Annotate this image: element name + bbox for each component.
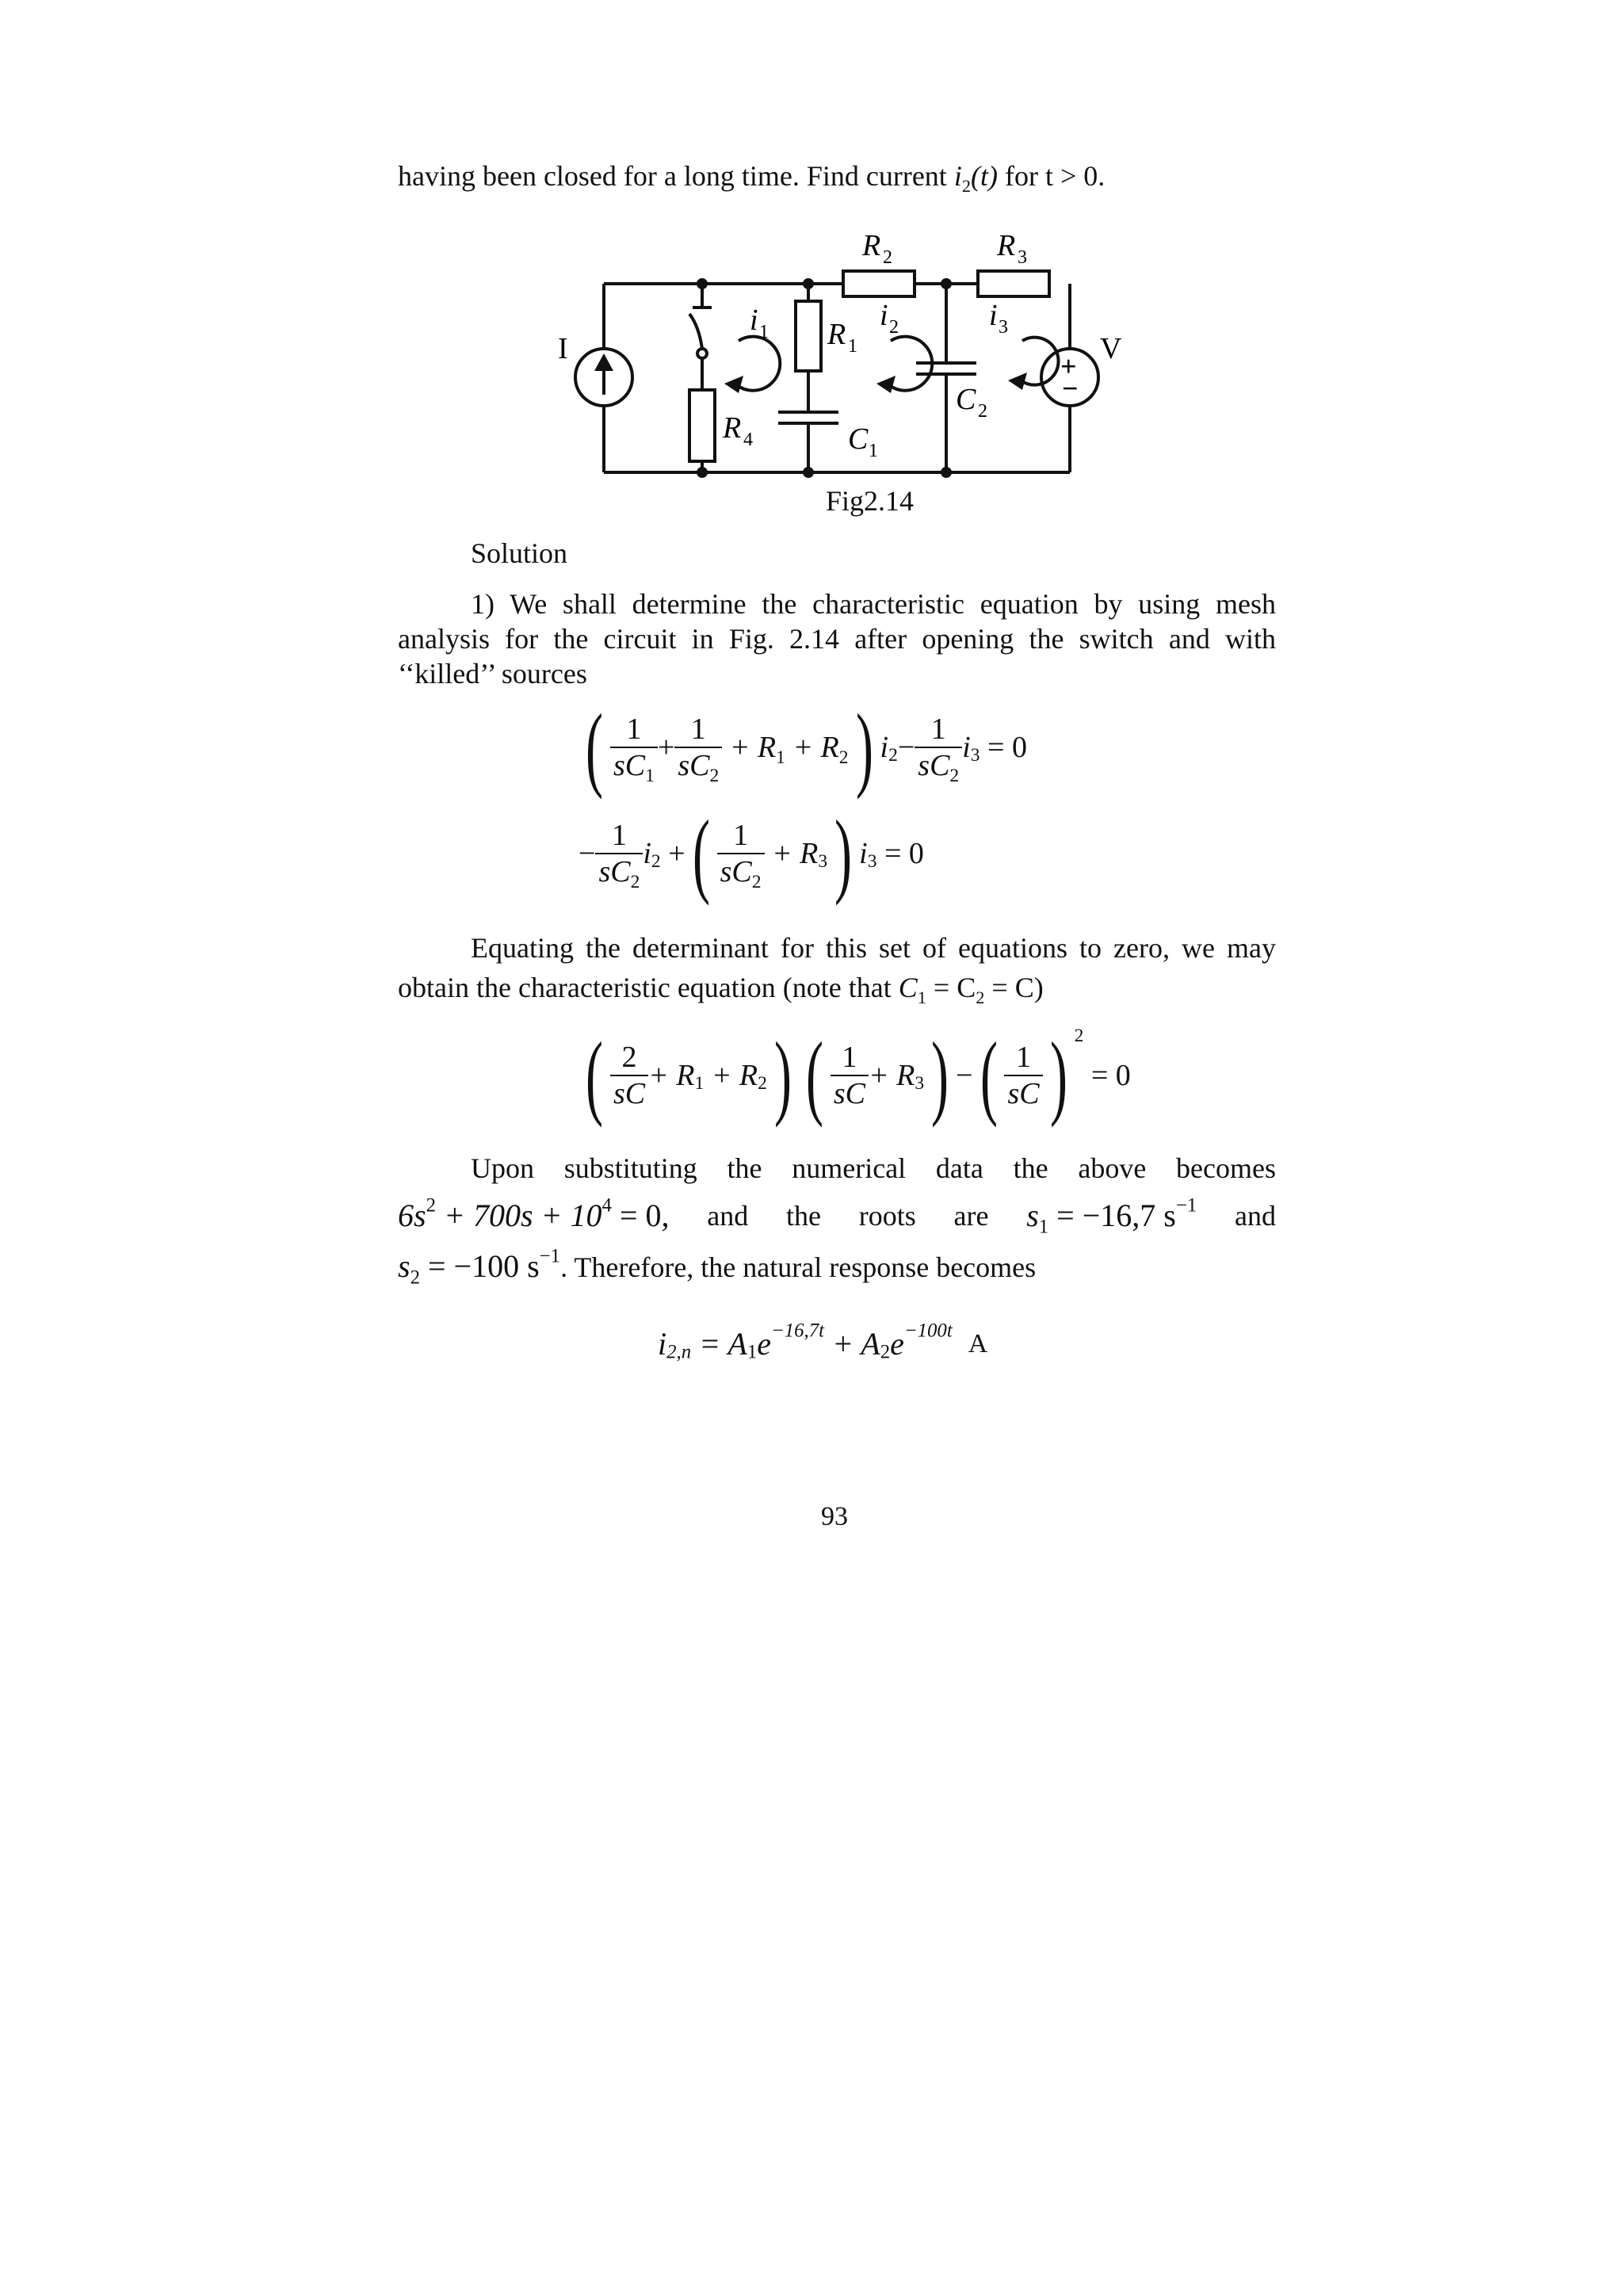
label-i2-sub: 2 bbox=[889, 317, 899, 338]
eq3-rparen-2: ) bbox=[931, 1022, 949, 1128]
intro-var-sub: 2 bbox=[961, 175, 971, 196]
figure-caption: Fig2.14 bbox=[826, 485, 915, 517]
eq2-lparen: ( bbox=[692, 800, 710, 906]
root-s1: $s_1 = -16,7$ $s^{-1}$ bbox=[1026, 1194, 1197, 1238]
label-R1-sub: 1 bbox=[848, 336, 857, 357]
label-C1-sub: 1 bbox=[869, 441, 878, 461]
paragraph-1 bbox=[398, 586, 1276, 691]
eq1-frac-1: $\frac{1}{sC_1}$ bbox=[610, 712, 658, 783]
label-i2: i bbox=[880, 299, 888, 332]
eq2-plus: + bbox=[668, 837, 685, 870]
label-R3-sub: 3 bbox=[1018, 247, 1027, 268]
page-number: 93 bbox=[821, 1502, 848, 1531]
label-source-I: I bbox=[558, 332, 568, 365]
eq1-r-terms: + $R_1 + R_2$ bbox=[729, 731, 849, 769]
eq3-frac-2: $\frac{1}{sC}$ bbox=[831, 1040, 869, 1111]
label-C1: C bbox=[848, 422, 869, 456]
eq1-frac-3: $\frac{1}{sC_2}$ bbox=[915, 712, 962, 783]
eq2-i3: i bbox=[859, 837, 868, 870]
eq1-minus: − bbox=[897, 731, 915, 764]
paragraph-2-line-1: Equating the determinant for this set of equations to zero, we may bbox=[471, 932, 1276, 964]
paragraph-3-line-1: Upon substituting the numerical data the above becomes bbox=[471, 1152, 1276, 1184]
intro-arg: (t) bbox=[970, 160, 998, 192]
label-minus: − bbox=[1062, 372, 1079, 404]
paragraph-2-line-2: obtain the characteristic equation (note that $C_1 = C_2 = C$) bbox=[398, 972, 1044, 1007]
eq2-r3: + R bbox=[772, 837, 819, 870]
intro-line bbox=[398, 159, 1349, 196]
eq2-minus: − bbox=[579, 837, 596, 870]
eq2-rparen: ) bbox=[834, 800, 853, 906]
eq1-frac-2: $\frac{1}{sC_2}$ bbox=[674, 712, 722, 783]
eq3-frac-3: $\frac{1}{sC}$ bbox=[1004, 1040, 1042, 1111]
poly-equation: $6s^2 + 700s + 10^4 = 0$, bbox=[398, 1194, 670, 1233]
eq3-minus: − bbox=[956, 1059, 973, 1092]
eq3-eq0: = 0 bbox=[1090, 1059, 1131, 1092]
label-plus: + bbox=[1060, 350, 1077, 382]
paragraph-3-line-3: $s_2 = -100$ $s^{-1}$. Therefore, the natural response becomes bbox=[398, 1245, 1037, 1289]
eq1-lparen: ( bbox=[585, 694, 603, 800]
paragraph-3-line-2: $6s^2 + 700s + 10^4 = 0$, and the roots are $s_1 = -16,7$ $s^{-1}$ and bbox=[398, 1194, 1276, 1238]
eq2-i2: i bbox=[643, 837, 651, 870]
eq1-i3: i bbox=[962, 731, 971, 764]
label-R3: R bbox=[997, 229, 1016, 262]
label-i1-sub: 1 bbox=[759, 322, 769, 342]
label-i1: i bbox=[750, 304, 758, 337]
eq1-eq0: = 0 bbox=[987, 731, 1027, 764]
label-i3-sub: 3 bbox=[999, 317, 1008, 338]
eq1-rparen: ) bbox=[855, 694, 873, 800]
eq2-frac-1: $\frac{1}{sC_2}$ bbox=[595, 818, 643, 889]
eq3-lparen-1: ( bbox=[585, 1022, 603, 1128]
eq3-rparen-3: ) bbox=[1049, 1022, 1067, 1128]
label-C2: C bbox=[956, 383, 976, 416]
intro-text: having been closed for a long time. Find current bbox=[398, 160, 954, 192]
intro-var: i bbox=[953, 160, 962, 192]
label-R2: R bbox=[862, 229, 881, 262]
label-source-V: V bbox=[1100, 332, 1122, 365]
eq3-frac-1: $\frac{2}{sC}$ bbox=[610, 1040, 648, 1111]
paragraph-1-text: 1) We shall determine the characteristic equation by using mesh analysis for the circuit in Fig. 2.14 after opening the switch and with ‘‘killed’’ sources bbox=[398, 588, 1276, 690]
circuit-diagram bbox=[555, 214, 1141, 491]
equation-3: ( $\frac{2}{sC}$ + $R_1 + R_2$) ( $\frac{1}{sC}$ + $R_3$) −( $\frac{1}{sC}$ ) $^2$ = 0 bbox=[585, 1022, 1131, 1128]
label-i3: i bbox=[989, 299, 998, 332]
eq3-lparen-3: ( bbox=[980, 1022, 998, 1128]
label-C2-sub: 2 bbox=[978, 401, 987, 422]
eq3-rparen-1: ) bbox=[773, 1022, 792, 1128]
label-R4: R bbox=[723, 411, 742, 445]
label-R1: R bbox=[827, 318, 846, 351]
equation-4: $i_{2,n} = A_1e^{-16,7t} + A_2e^{-100t}$ A bbox=[658, 1320, 988, 1363]
eq2-frac-2: $\frac{1}{sC_2}$ bbox=[717, 818, 765, 889]
label-R2-sub: 2 bbox=[883, 247, 892, 268]
equation-2: − $\frac{1}{sC_2}$ $i_2$ +( $\frac{1}{sC_2}$ + $R_3$) $i_3 = 0$ bbox=[579, 800, 924, 906]
eq3-lparen-2: ( bbox=[805, 1022, 823, 1128]
label-R4-sub: 4 bbox=[743, 430, 753, 450]
equation-1: ( $\frac{1}{sC_1}$ + $\frac{1}{sC_2}$ + $R_1 + R_2$) $i_2-$ $\frac{1}{sC_2}$ $i_3 = 0$ bbox=[585, 694, 1027, 800]
eq1-i2: i bbox=[880, 731, 889, 764]
eq2-eq0: = 0 bbox=[884, 837, 924, 870]
intro-after: for t > 0. bbox=[997, 160, 1106, 192]
eq1-plus: + bbox=[657, 731, 675, 764]
solution-heading: Solution bbox=[471, 537, 568, 569]
